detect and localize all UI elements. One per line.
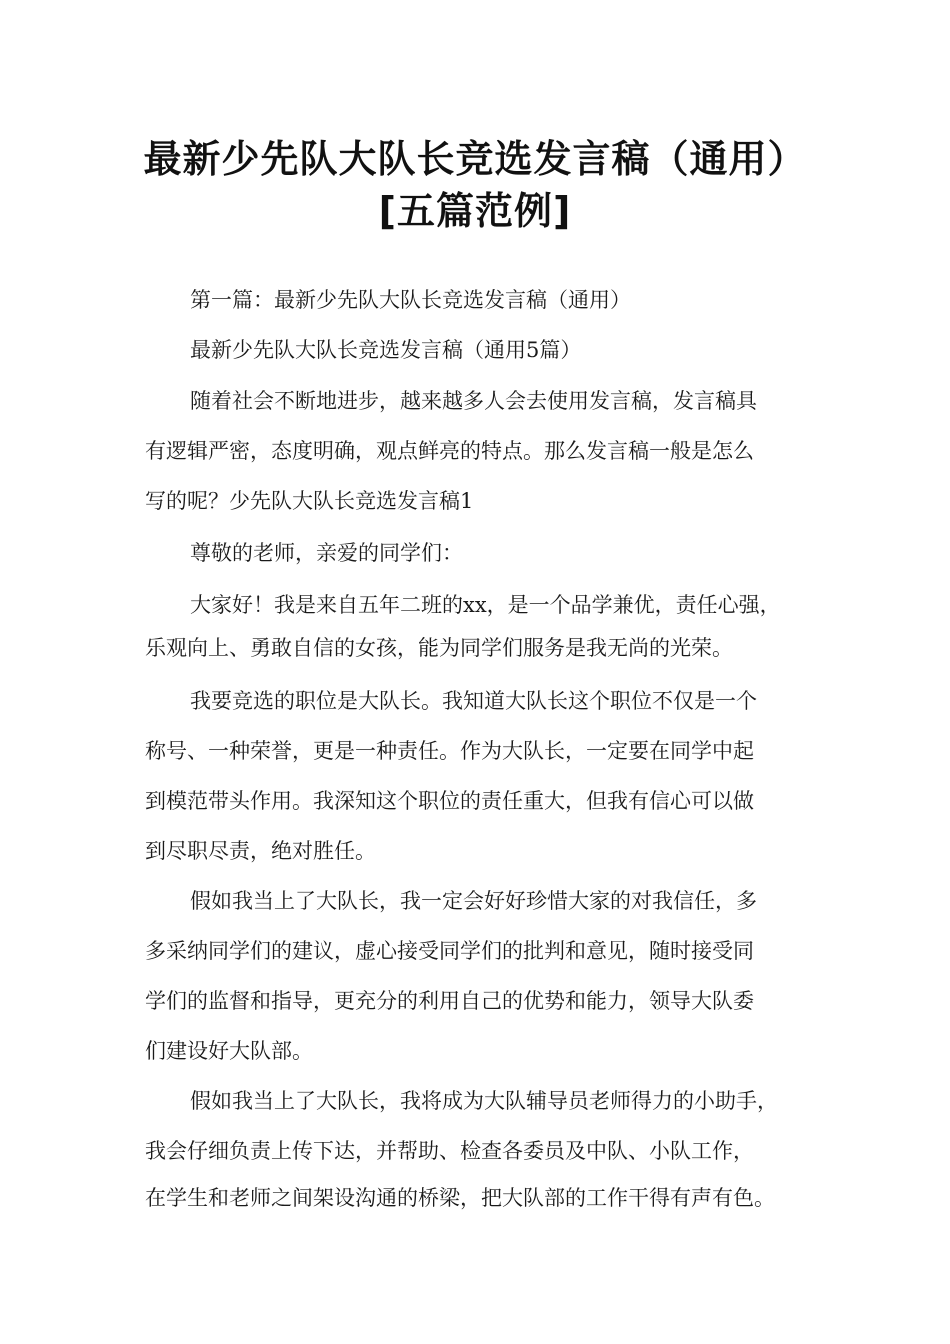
paragraph-line: 写的呢？少先队大队长竞选发言稿1 (145, 489, 474, 513)
paragraph-line: 假如我当上了大队长，我将成为大队辅导员老师得力的小助手， (190, 1089, 778, 1113)
section-heading: 第一篇：最新少先队大队长竞选发言稿（通用） (190, 288, 631, 312)
document-title: 最新少先队大队长竞选发言稿（通用） (143, 137, 807, 181)
paragraph-line: 我会仔细负责上传下达，并帮助、检查各委员及中队、小队工作， (145, 1139, 754, 1163)
document-subtitle: [五篇范例] (378, 189, 572, 233)
paragraph-line: 们建设好大队部。 (145, 1039, 313, 1063)
paragraph-line: 在学生和老师之间架设沟通的桥梁，把大队部的工作干得有声有色。 (145, 1186, 775, 1210)
paragraph-line: 随着社会不断地进步，越来越多人会去使用发言稿，发言稿具 (190, 389, 757, 413)
paragraph-line: 称号、一种荣誉，更是一种责任。作为大队长，一定要在同学中起 (145, 739, 754, 763)
paragraph-line: 到尽职尽责，绝对胜任。 (145, 839, 376, 863)
paragraph-line: 多采纳同学们的建议，虚心接受同学们的批判和意见，随时接受同 (145, 939, 754, 963)
article-heading: 最新少先队大队长竞选发言稿（通用5篇） (190, 338, 582, 362)
paragraph-line: 大家好！我是来自五年二班的xx，是一个品学兼优，责任心强， (190, 593, 781, 617)
paragraph-line: 假如我当上了大队长，我一定会好好珍惜大家的对我信任，多 (190, 889, 757, 913)
greeting-line: 尊敬的老师，亲爱的同学们： (190, 541, 463, 565)
paragraph-line: 乐观向上、勇敢自信的女孩，能为同学们服务是我无尚的光荣。 (145, 636, 733, 660)
paragraph-line: 学们的监督和指导，更充分的利用自己的优势和能力，领导大队委 (145, 989, 754, 1013)
paragraph-line: 到模范带头作用。我深知这个职位的责任重大，但我有信心可以做 (145, 789, 754, 813)
paragraph-line: 我要竞选的职位是大队长。我知道大队长这个职位不仅是一个 (190, 689, 757, 713)
paragraph-line: 有逻辑严密，态度明确，观点鲜亮的特点。那么发言稿一般是怎么 (145, 439, 754, 463)
